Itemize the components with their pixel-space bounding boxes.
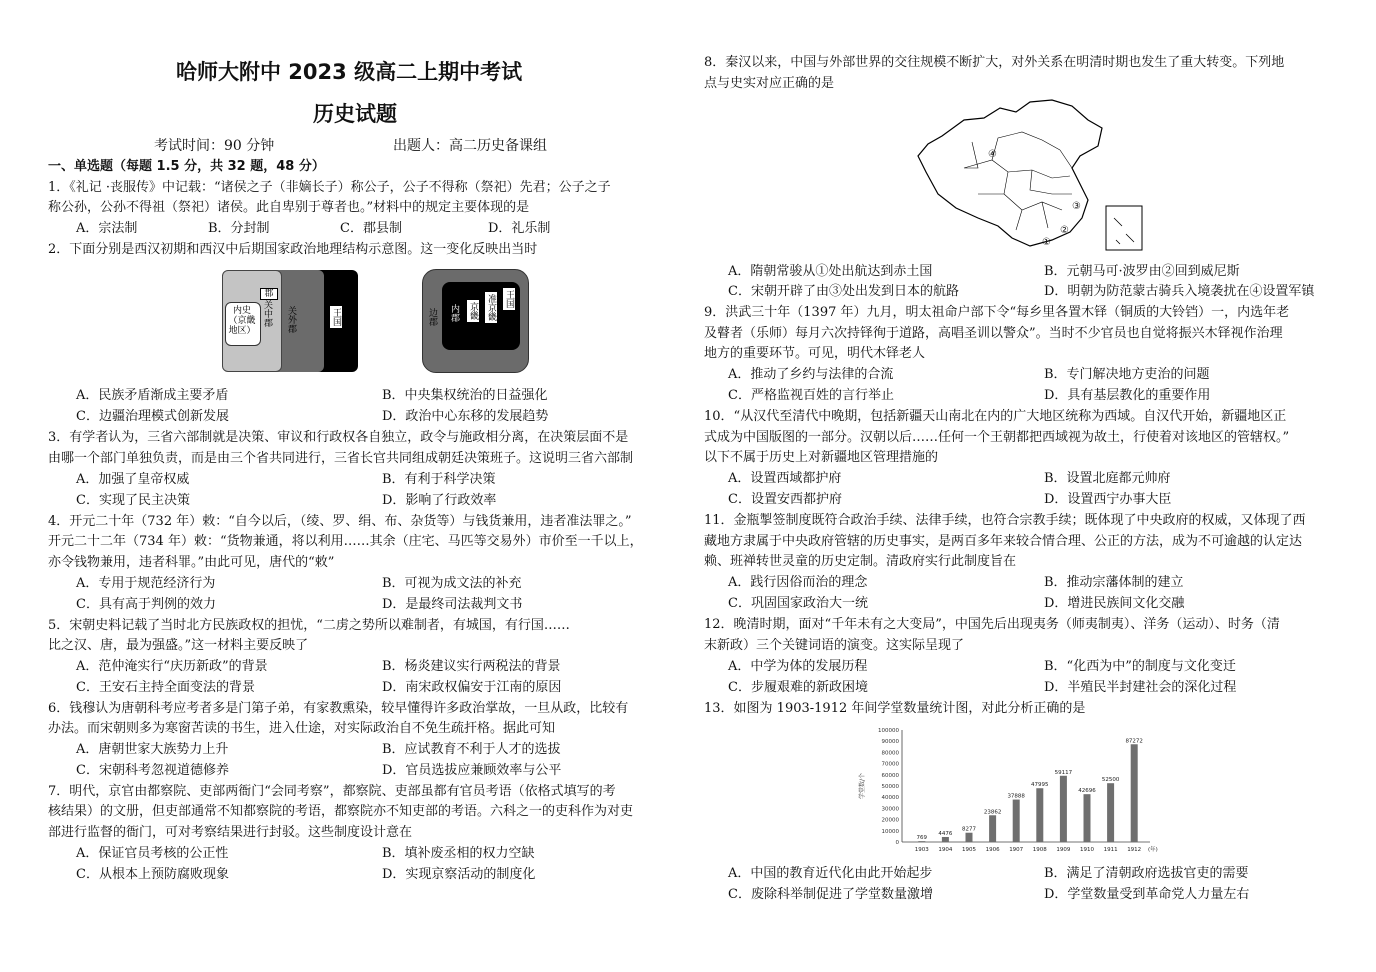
q7-line2: 核结果）的文册，但吏部通常不知都察院的考语，都察院亦不知吏部的考语。六科之一的吏科作为对吏 — [48, 804, 634, 819]
q1-option-a: A．宗法制 — [76, 221, 138, 236]
q10-option-a: A．设置西域都护府 — [728, 471, 842, 486]
q4-option-c: C．具有高于判例的效力 — [76, 597, 216, 612]
guanwai-label: 关外郡 — [286, 306, 296, 333]
map-marker-4: ④ — [988, 149, 997, 160]
chart-bar-1905 — [966, 833, 973, 842]
chart-x-tick-label: 1905 — [962, 847, 976, 853]
q1-option-d: D．礼乐制 — [488, 221, 551, 236]
q11-option-a: A．践行因俗而治的理念 — [728, 575, 868, 590]
chart-bar-1904 — [942, 837, 949, 842]
q3-option-b: B．有利于科学决策 — [382, 472, 496, 487]
q13-option-c: C．废除科举制促进了学堂数量激增 — [728, 887, 933, 902]
q5-option-c: C．王安石主持全面变法的背景 — [76, 680, 255, 695]
q8-option-d: D．明朝为防范蒙古骑兵入境袭扰在④设置军镇 — [1044, 284, 1315, 299]
chart-data-label: 8277 — [962, 826, 976, 833]
q12-option-d: D．半殖民半封建社会的深化过程 — [1044, 680, 1237, 695]
exam-setter: 出题人：高二历史备课组 — [393, 138, 547, 154]
chart-bar-1912 — [1131, 744, 1138, 842]
q6-option-c: C．宋朝科考忽视道德修养 — [76, 763, 229, 778]
chart-bar-1903 — [918, 841, 925, 842]
chart-x-tick-label: 1912 — [1127, 847, 1142, 853]
chart-data-label: 37888 — [1007, 793, 1025, 800]
chart-x-tick-label: 1906 — [985, 847, 1000, 853]
chart-x-tick-label: 1903 — [914, 847, 929, 853]
q3-line2: 由哪一个部门单独负责，而是由三个省共同进行，三省长官共同组成朝廷决策班子。这说明三省六部制 — [48, 451, 634, 466]
q6-option-b: B．应试教育不利于人才的选拔 — [382, 742, 561, 757]
chart-y-tick-label: 50000 — [881, 784, 899, 790]
chart-data-label: 42696 — [1078, 788, 1096, 795]
q10-line3: 以下不属于历史上对新疆地区管理措施的 — [704, 450, 939, 465]
q12-line1: 12．晚清时期，面对“千年未有之大变局”，中国先后出现夷务（师夷制夷）、洋务（运动）、时务（清 — [704, 617, 1280, 632]
q9-line2: 及瞽者（乐师）每月六次持铎徇于道路，高唱圣训以警众”。当时不少官员也自觉将振兴木铎视作治理 — [704, 326, 1283, 341]
q6-line1: 6．钱穆认为唐朝科考应考者多是门第子弟，有家教熏染，较早懂得许多政治掌故，一旦从政，比较有 — [48, 701, 629, 716]
q9-option-a: A．推动了乡约与法律的合流 — [728, 367, 894, 382]
q10-option-b: B．设置北庭都元帅府 — [1044, 471, 1171, 486]
q4-line2: 开元二十二年（734 年）敕：“货物兼通，将以利用……其余（庄宅、马匹等交易外）市价至一千以上， — [48, 534, 643, 549]
q2-option-a: A．民族矛盾渐成主要矛盾 — [76, 388, 229, 403]
q10-line1: 10．“从汉代至清代中晚期，包括新疆天山南北在内的广大地区统称为西域。自汉代开始，新疆地区正 — [704, 409, 1287, 424]
chart-bar-1911 — [1107, 783, 1114, 842]
q2-option-d: D．政治中心东移的发展趋势 — [382, 409, 549, 424]
q2-option-c: C．边疆治理模式创新发展 — [76, 409, 229, 424]
chart-bar-1906 — [989, 815, 996, 842]
q6-option-a: A．唐朝世家大族势力上升 — [76, 742, 229, 757]
q12-line2: 末新政）三个关键词语的演变。这实际呈现了 — [704, 638, 965, 653]
chart-y-tick-label: 20000 — [881, 817, 899, 824]
q4-line3: 亦令钱物兼用，违者科罪。”由此可见，唐代的“敕” — [48, 555, 335, 570]
q8-option-b: B．元朝马可·波罗由②回到威尼斯 — [1044, 264, 1240, 279]
q13-option-a: A．中国的教育近代化由此开始起步 — [728, 866, 933, 881]
q13-option-b: B．满足了清朝政府选拔官吏的需要 — [1044, 866, 1249, 881]
q5-line2: 比之汉、唐，最为强盛。”这一材料主要反映了 — [48, 638, 309, 653]
chart-data-label: 47995 — [1031, 782, 1049, 789]
q5-option-b: B．杨炎建议实行两税法的背景 — [382, 659, 561, 674]
q9-option-d: D．具有基层教化的重要作用 — [1044, 388, 1211, 403]
q11-option-d: D．增进民族间文化交融 — [1044, 596, 1185, 611]
q10-option-d: D．设置西宁办事大臣 — [1044, 492, 1172, 507]
q3-option-c: C．实现了民主决策 — [76, 493, 190, 508]
q1-line2: 称公孙，公孙不得祖（祭祀）诸侯。此自卑别于尊者也。”材料中的规定主要体现的是 — [48, 200, 530, 215]
q3-option-a: A．加强了皇帝权威 — [76, 472, 190, 487]
chart-data-label: 59117 — [1054, 769, 1073, 776]
q7-option-a: A．保证官员考核的公正性 — [76, 846, 229, 861]
q8-line2: 点与史实对应正确的是 — [704, 76, 835, 91]
q11-option-b: B．推动宗藩体制的建立 — [1044, 575, 1184, 590]
chart-data-label: 52500 — [1101, 777, 1120, 784]
q1-option-b: B．分封制 — [208, 221, 270, 236]
school-count-bar-chart — [850, 724, 1170, 860]
q12-option-c: C．步履艰难的新政困境 — [728, 680, 868, 695]
q7-option-b: B．填补废丞相的权力空缺 — [382, 846, 535, 861]
q8-line1: 8．秦汉以来，中国与外部世界的交往规模不断扩大，对外关系在明清时期也发生了重大转变。下列地 — [704, 55, 1285, 70]
chart-y-tick-label: 70000 — [881, 761, 899, 768]
q13-line1: 13．如图为 1903-1912 年间学堂数量统计图，对此分析正确的是 — [704, 701, 1086, 716]
chart-data-label: 4476 — [938, 830, 953, 837]
china-map-outline — [912, 98, 1148, 256]
wangguo2-label: 王国 — [504, 290, 514, 308]
neishi-label: 内史（京畿地区） — [228, 306, 256, 336]
map-marker-3: ③ — [1072, 201, 1081, 212]
q12-option-b: B．“化西为中”的制度与文化变迁 — [1044, 659, 1236, 674]
exam-time: 考试时间：90 分钟 — [154, 138, 275, 154]
guanzhong-label: 关中郡 — [262, 300, 272, 327]
q2-line1: 2．下面分别是西汉初期和西汉中后期国家政治地理结构示意图。这一变化反映出当时 — [48, 242, 538, 257]
bianjun-label: 边郡 — [427, 308, 437, 326]
q6-line2: 办法。而宋朝则多为寒窗苦读的书生，进入仕途，对实际政治自不免生疏扞格。据此可知 — [48, 721, 556, 736]
q7-option-c: C．从根本上预防腐败现象 — [76, 867, 229, 882]
q2-figure-later-han — [422, 269, 529, 373]
q2-option-b: B．中央集权统治的日益强化 — [382, 388, 548, 403]
section-heading: 一、单选题（每题 1.5 分，共 32 题，48 分） — [48, 159, 325, 174]
q12-option-a: A．中学为体的发展历程 — [728, 659, 868, 674]
chart-data-label: 23862 — [983, 809, 1002, 816]
q2-figure-early-han — [222, 270, 358, 372]
q10-line2: 式成为中国版图的一部分。汉朝以后……任何一个王朝都把西域视为故土，行使着对该地区的管辖权。” — [704, 430, 1290, 445]
jingji-label: 京畿 — [468, 302, 478, 320]
chart-x-tick-label: 1907 — [1009, 847, 1024, 853]
q4-option-b: B．可视为成文法的补充 — [382, 576, 522, 591]
q4-line1: 4．开元二十年（732 年）敕：“自今以后，（绫、罗、绢、布、杂货等）与钱货兼用，违者准法罪之。” — [48, 514, 632, 529]
q8-china-map — [912, 98, 1148, 256]
q7-option-d: D．实现京察活动的制度化 — [382, 867, 536, 882]
q4-option-a: A．专用于规范经济行为 — [76, 576, 216, 591]
chart-y-tick-label: 0 — [895, 840, 899, 846]
neijun-label: 内郡 — [449, 304, 459, 322]
q9-option-c: C．严格监视百姓的言行举止 — [728, 388, 894, 403]
q8-option-a: A．隋朝常骏从①处出航达到赤土国 — [728, 264, 933, 279]
chart-y-tick-label: 30000 — [881, 806, 899, 813]
q5-option-a: A．范仲淹实行“庆历新政”的背景 — [76, 659, 268, 674]
chart-data-label: 87272 — [1125, 738, 1143, 745]
q8-option-c: C．宋朝开辟了由③处出发到日本的航路 — [728, 284, 959, 299]
chart-y-tick-label: 100000 — [878, 728, 899, 734]
chart-y-tick-label: 40000 — [881, 795, 899, 802]
q7-line3: 部进行监督的衙门，可对考察结果进行封驳。这些制度设计意在 — [48, 825, 413, 840]
q7-line1: 7．明代，京官由都察院、吏部两衙门“会同考察”，都察院、吏部虽都有官员考语（依格式填写的考 — [48, 784, 616, 799]
chart-data-label: 769 — [916, 835, 928, 842]
q9-option-b: B．专门解决地方吏治的问题 — [1044, 367, 1210, 382]
chart-y-axis-label: 学堂数/个 — [859, 772, 866, 800]
q6-option-d: D．官员选拔应兼顾效率与公平 — [382, 763, 562, 778]
chart-x-tick-label: 1910 — [1080, 847, 1094, 853]
chart-bar-1907 — [1013, 800, 1020, 842]
chart-x-tick-label: 1908 — [1032, 847, 1047, 853]
q3-line1: 3．有学者认为，三省六部制就是决策、审议和行政权各自独立，政令与施政相分离，在决策层面不是 — [48, 430, 629, 445]
chart-bar-1909 — [1060, 776, 1067, 842]
q9-line3: 地方的重要环节。可见，明代木铎老人 — [704, 346, 926, 361]
q1-option-c: C．郡县制 — [340, 221, 402, 236]
q5-line1: 5．宋朝史料记载了当时北方民族政权的担忧，“二虏之势所以难制者，有城国，有行国…… — [48, 618, 570, 633]
zhunjingji-label: 准京畿 — [486, 294, 496, 321]
chart-bar-1908 — [1036, 788, 1043, 842]
chart-y-tick-label: 90000 — [881, 739, 899, 746]
chart-y-tick-label: 60000 — [881, 772, 899, 779]
q4-option-d: D．是最终司法裁判文书 — [382, 597, 523, 612]
chart-x-unit-label: (年) — [1148, 847, 1158, 853]
q13-option-d: D．学堂数量受到革命党人力量左右 — [1044, 887, 1250, 902]
q1-line1: 1．《礼记 ·丧服传》中记载：“诸侯之子（非嫡长子）称公子，公子不得称（祭祀）先君；公子之子 — [48, 180, 611, 195]
chart-y-tick-label: 80000 — [881, 750, 899, 757]
q9-line1: 9．洪武三十年（1397 年）九月，明太祖命户部下令“每乡里各置木铎（铜质的大铃铛）一，内选年老 — [704, 305, 1290, 320]
chart-x-tick-label: 1909 — [1056, 847, 1071, 853]
q10-option-c: C．设置安西都护府 — [728, 492, 842, 507]
chart-y-tick-label: 10000 — [881, 828, 899, 835]
exam-subtitle: 历史试题 — [313, 102, 397, 126]
q5-option-d: D．南宋政权偏安于江南的原因 — [382, 680, 562, 695]
q11-line2: 藏地方隶属于中央政府管辖的历史事实，是两百多年来较合情合理、公正的方法，成为不可逾越的认定达 — [704, 534, 1303, 549]
chart-bar-1910 — [1084, 794, 1091, 842]
q11-line3: 赖、班禅转世灵童的历史定制。清政府实行此制度旨在 — [704, 554, 1017, 569]
q11-option-c: C．巩固国家政治大一统 — [728, 596, 868, 611]
wangguo-label: 王国 — [331, 308, 341, 326]
map-marker-2: ② — [1060, 225, 1069, 236]
map-marker-1: ① — [1042, 237, 1051, 248]
jun-label: 郡 — [260, 288, 278, 300]
exam-title: 哈师大附中 2023 级高二上期中考试 — [176, 60, 523, 84]
q11-line1: 11．金瓶掣签制度既符合政治手续、法律手续，也符合宗教手续；既体现了中央政府的权威，又体现了西 — [704, 513, 1306, 528]
q3-option-d: D．影响了行政效率 — [382, 493, 497, 508]
chart-x-tick-label: 1911 — [1103, 847, 1118, 853]
chart-x-tick-label: 1904 — [938, 847, 953, 853]
